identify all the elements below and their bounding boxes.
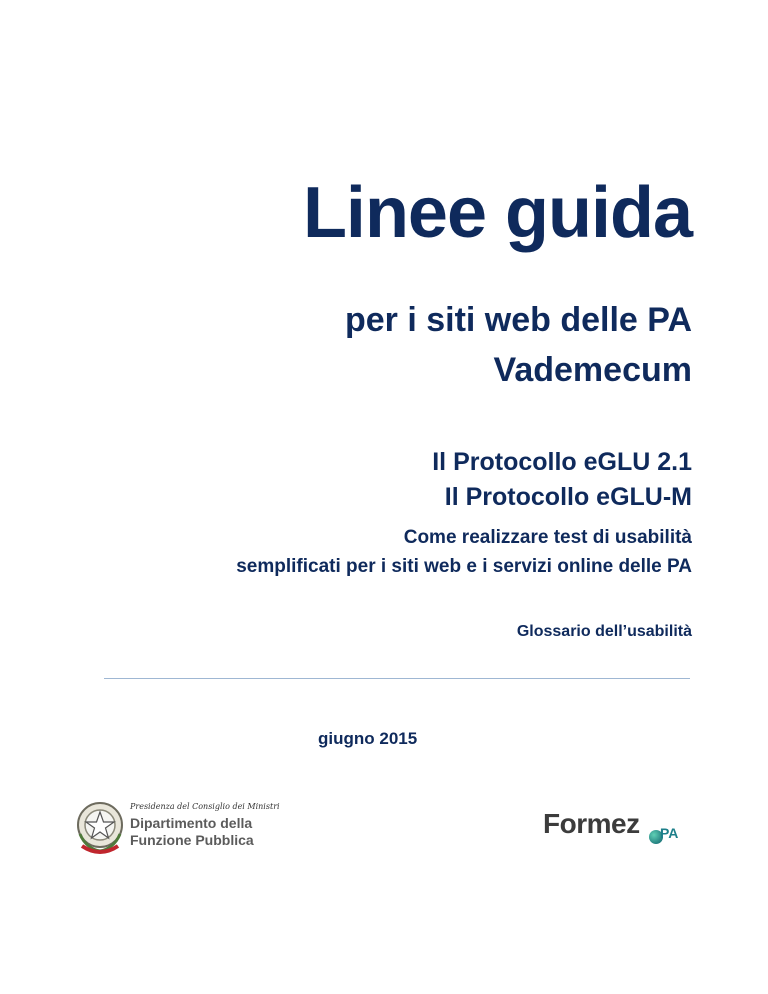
cover-subtitle-line2: Vademecum: [493, 351, 692, 389]
formez-wordmark: Formez: [543, 808, 640, 839]
glossary-label: Glossario dell’usabilità: [516, 623, 692, 640]
formez-pa-logo: [543, 806, 693, 856]
protocol-line1: Il Protocollo eGLU 2.1: [432, 448, 692, 476]
funzione-pubblica-label: Funzione Pubblica: [130, 832, 254, 848]
divider-rule: [104, 678, 690, 679]
publication-date: giugno 2015: [318, 729, 418, 748]
italian-emblem-icon: [74, 800, 126, 856]
cover-subtitle-line1: per i siti web delle PA: [344, 301, 692, 339]
funzione-pubblica-logo: [74, 800, 280, 860]
dipartimento-label: Dipartimento della: [130, 815, 253, 831]
description-line2: semplificati per i siti web e i servizi online delle PA: [236, 556, 692, 577]
protocol-line2: Il Protocollo eGLU-M: [444, 483, 692, 511]
presidenza-label: Presidenza del Consiglio dei Ministri: [130, 802, 280, 811]
cover-title: Linee guida: [302, 173, 692, 253]
description-line1: Come realizzare test di usabilità: [403, 527, 692, 548]
pa-wordmark: PA: [660, 825, 679, 841]
